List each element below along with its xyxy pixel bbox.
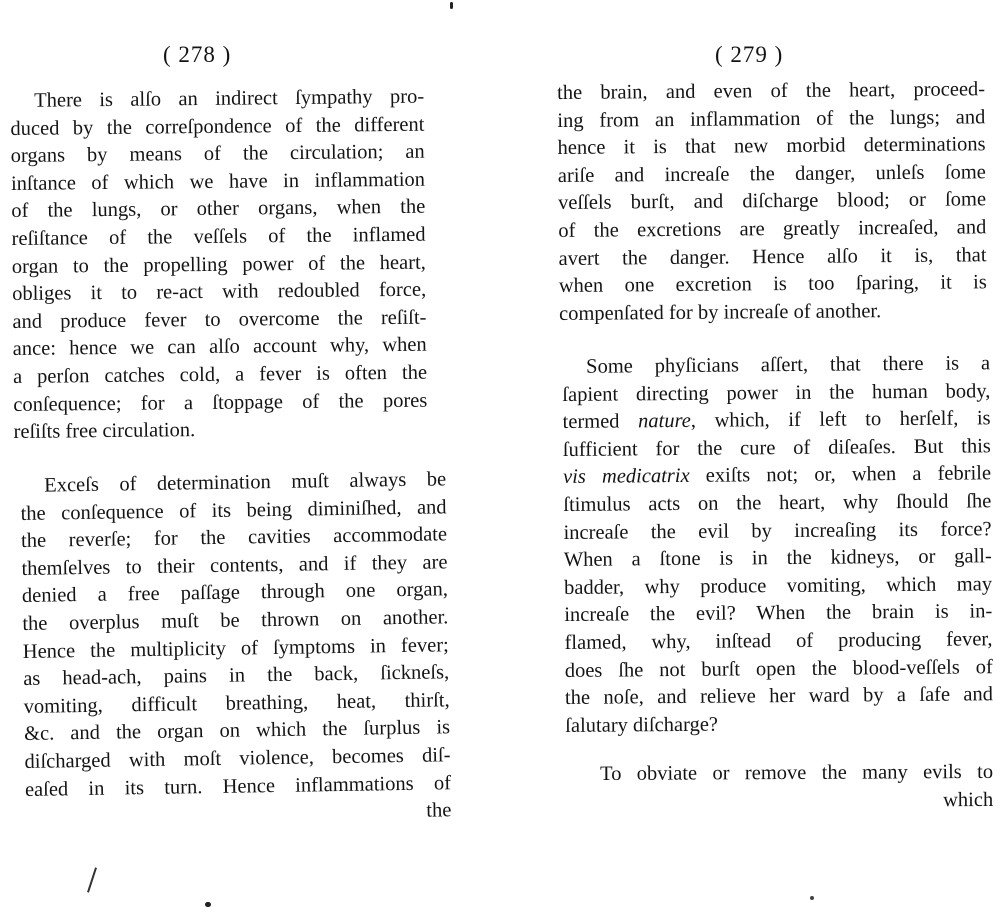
text-line: badder, why produce vomiting, which may (563, 573, 993, 599)
text-line: Hence the multiplicity of ſymptoms in fever; (22, 633, 449, 663)
text-line: obliges it to re-act with redoubled force, (12, 278, 427, 306)
text-line: diſcharged with moſt violence, becomes diſ- (24, 744, 451, 773)
text-line: reſiſtance of the veſſels of the inflamed (11, 223, 426, 250)
text-line: the brain, and even of the heart, proceed- (557, 78, 986, 104)
text-line: When a ſtone is in the kidneys, or gall- (563, 545, 992, 572)
page-number: ( 279 ) (715, 42, 784, 67)
text-line: vis medicatrix exiſts not; or, when a febrile (562, 462, 992, 489)
ink-speck (810, 896, 814, 900)
catchword: the (426, 799, 452, 822)
text-line: Some phyſicians aſſert, that there is a (586, 352, 991, 378)
text-line: the noſe, and relieve her ward by a ſafe and (564, 683, 994, 710)
text-line: flamed, why, inſtead of producing fever, (564, 628, 993, 654)
page-number: ( 278 ) (163, 42, 232, 67)
text-line: ſtimulus acts on the heart, why ſhould ſhe (563, 490, 992, 516)
text-line: ariſe and increaſe the danger, unleſs ſome (557, 161, 986, 187)
text-line: Exceſs of determination muſt always be (44, 468, 447, 497)
text-line: the overplus muſt be thrown on another. (22, 606, 449, 635)
catchword: which (943, 788, 994, 811)
text-line: ſufficient for the cure of diſeaſes. But this (562, 435, 991, 461)
text-line: when one excretion is too ſparing, it is (558, 271, 987, 298)
ink-speck (205, 902, 211, 907)
ink-speck (450, 2, 453, 9)
text-line: and produce fever to overcome the reſiſt- (12, 306, 427, 333)
text-line: the conſequence of its being diminiſhed, and (20, 495, 447, 525)
text-line: reſiſts free circulation. (13, 419, 196, 444)
text-line: termed nature, which, if left to herſelf, is (562, 407, 991, 434)
text-line: eaſed in its turn. Hence inflammations of (24, 771, 452, 801)
text-line: avert the danger. Hence alſo it is, that (558, 243, 987, 270)
text-line: themſelves to their contents, and if they are (21, 551, 448, 580)
text-line: increaſe the evil by increaſing its force? (563, 517, 992, 544)
text-line: To obviate or remove the many evils to (600, 760, 994, 785)
text-line: inſtance of which we have in inflammation (10, 168, 426, 195)
text-line: the reverſe; for the cavities accommodate (20, 523, 448, 553)
text-line: There is alſo an indirect ſympathy pro- (34, 85, 425, 112)
text-line: duced by the correſpondence of the different (10, 113, 425, 140)
text-line: ing from an inflammation of the lungs; and (557, 105, 986, 132)
text-line: &c. and the organ on which the ſurplus is (23, 716, 451, 746)
text-line: ance: hence we can alſo account why, when (12, 333, 427, 361)
text-line: increaſe the evil? When the brain is in- (564, 600, 993, 627)
paragraph-sympathy (10, 84, 428, 447)
text-line: a perſon catches cold, a fever is often the (12, 361, 428, 388)
paragraph-determination (20, 466, 452, 831)
text-line: ſapient directing power in the human body, (562, 379, 991, 406)
text-line: ſalutary diſcharge? (565, 713, 719, 737)
paragraph-obviate (600, 759, 993, 816)
text-line: organs by means of the circulation; an (10, 140, 425, 168)
text-line: denied a free paſſage through one organ, (21, 578, 449, 608)
text-line: does ſhe not burſt open the blood-veſſels of (564, 655, 993, 682)
right-page (500, 0, 1000, 916)
text-line: hence it is that new morbid determinations (557, 133, 986, 160)
text-line: vomiting, difficult breathing, heat, thirſt, (23, 689, 450, 718)
text-line: conſequence; for a ſtoppage of the pores (13, 389, 428, 416)
paragraph-continuation (557, 76, 987, 328)
text-line: of the excretions are greatly increaſed, and (558, 216, 987, 242)
text-line: veſſels burſt, and diſcharge blood; or ſome (557, 188, 987, 215)
text-line: compenſated for by increaſe of another. (558, 299, 882, 325)
paragraph-vis-medicatrix (562, 350, 993, 740)
text-line: of the lungs, or other organs, when the (11, 196, 426, 223)
text-line: organ to the propelling power of the heart, (11, 251, 426, 278)
text-line: as head-ach, pains in the back, ſickneſs, (23, 661, 450, 691)
